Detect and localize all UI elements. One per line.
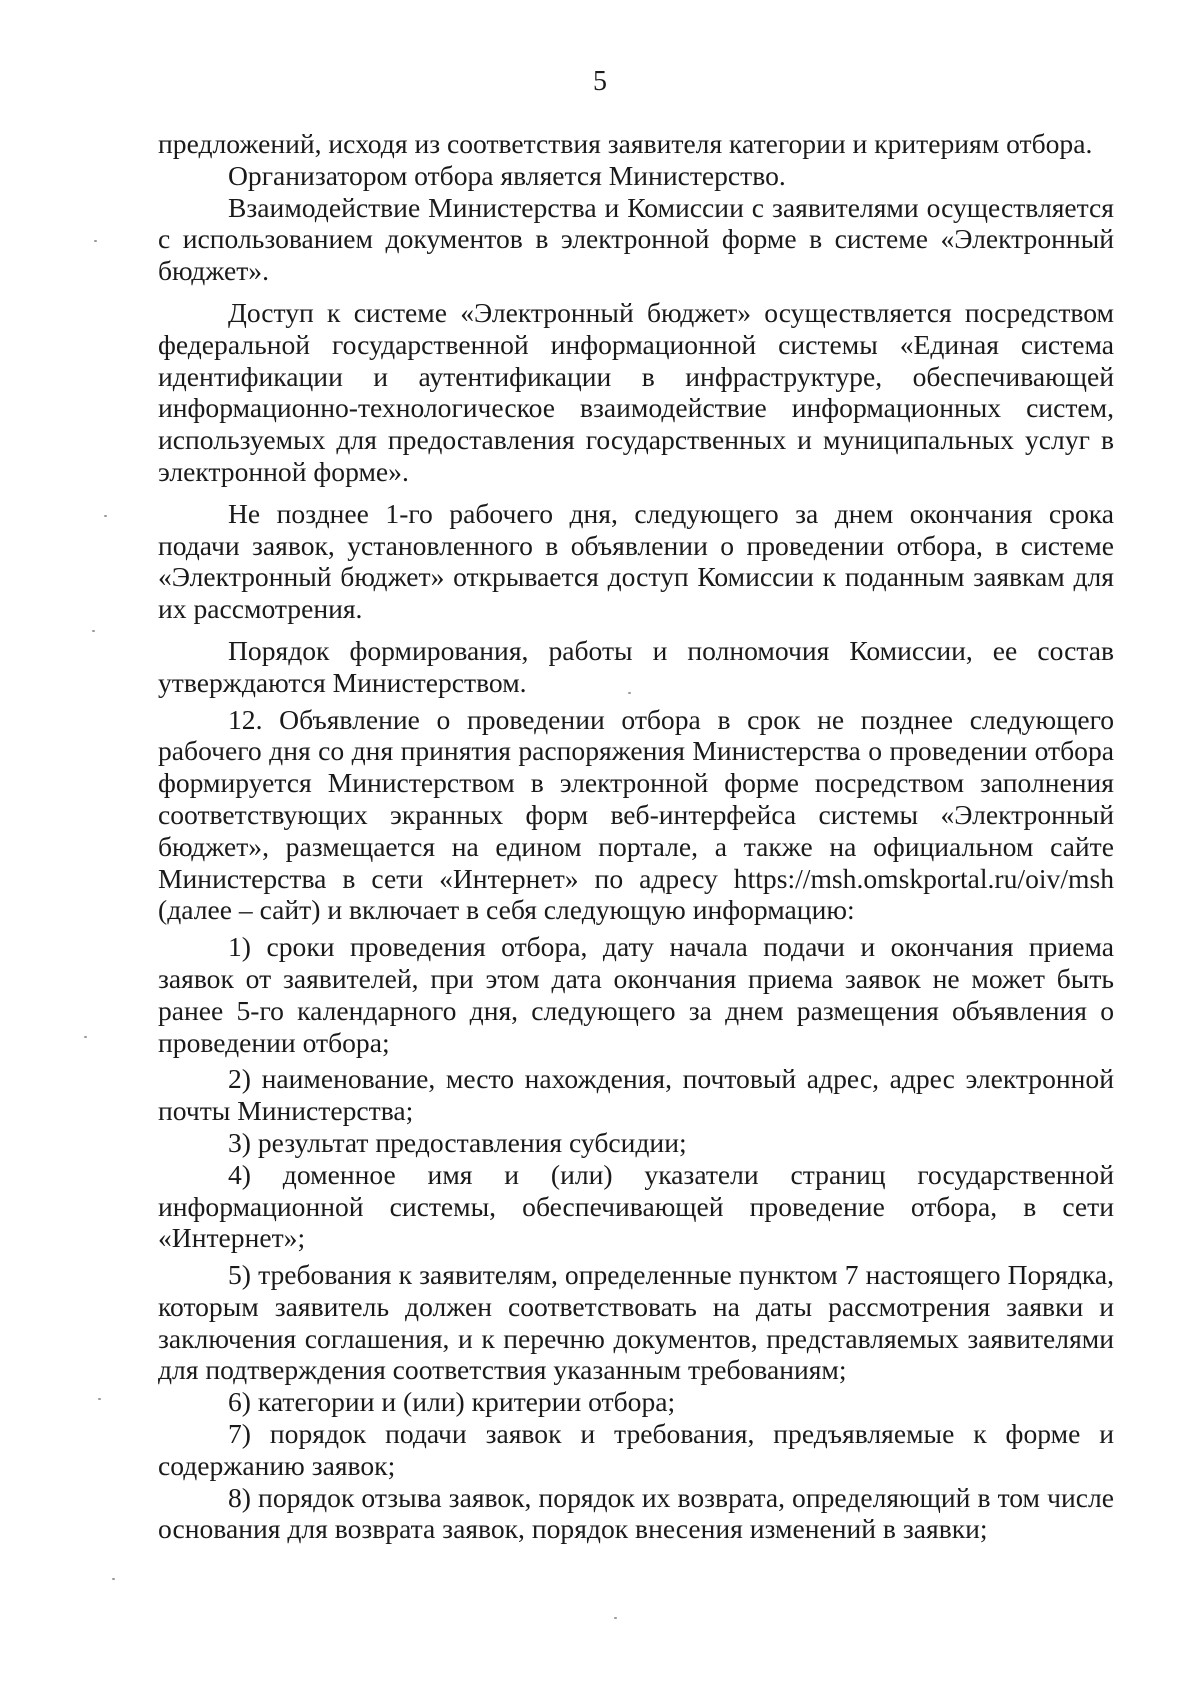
paragraph: предложений, исходя из соответствия заявителя категории и критериям отбора.: [158, 128, 1093, 159]
list-item: 5) требования к заявителям, определенные пунктом 7 настоящего Порядка, которым заявитель должен соответствовать на даты рассмотрения заявки и заключения соглашения, и к перечню документов, представляемых заявителями для подтверждения соответствия указанным требованиям;: [158, 1259, 1114, 1386]
list-item: 1) сроки проведения отбора, дату начала подачи и окончания приема заявок от заявителей, при этом дата окончания приема заявок не может быть ранее 5-го календарного дня, следующего за днем размещения объявления о проведении отбора;: [158, 931, 1114, 1058]
scan-speck: [92, 630, 95, 632]
scan-speck: [628, 692, 631, 694]
scan-speck: [112, 1578, 115, 1580]
list-item: 6) категории и (или) критерии отбора;: [228, 1386, 676, 1418]
document-body: [158, 128, 1114, 1545]
paragraph: Доступ к системе «Электронный бюджет» осуществляется посредством федеральной государственной информационной системы «Единая система идентификации и аутентификации в инфраструктуре, обеспечивающей информационно-технологическое взаимодействие информационных систем, используемых для предоставления государственных и муниципальных услуг в электронной форме».: [158, 296, 1114, 487]
paragraph: Взаимодействие Министерства и Комиссии с заявителями осуществляется с использованием документов в электронной форме в системе «Электронный бюджет».: [158, 191, 1114, 287]
paragraph: Не позднее 1-го рабочего дня, следующего за днем окончания срока подачи заявок, установленного в объявлении о проведении отбора, в системе «Электронный бюджет» открывается доступ Комиссии к поданным заявкам для их рассмотрения.: [158, 497, 1114, 625]
list-item: 4) доменное имя и (или) указатели страниц государственной информационной системы, обеспечивающей проведение отбора, в сети «Интернет»;: [158, 1158, 1114, 1254]
list-item: 3) результат предоставления субсидии;: [228, 1126, 687, 1158]
scan-speck: [614, 1617, 617, 1619]
scan-speck: [98, 1398, 101, 1400]
list-item: 8) порядок отзыва заявок, порядок их возврата, определяющий в том числе основания для возврата заявок, порядок внесения изменений в заявки;: [158, 1481, 1114, 1545]
scan-speck: [84, 1036, 87, 1038]
page-number: 5: [593, 66, 607, 97]
scan-speck: [94, 240, 97, 242]
list-item: 7) порядок подачи заявок и требования, предъявляемые к форме и содержанию заявок;: [158, 1418, 1114, 1481]
paragraph: Организатором отбора является Министерство.: [228, 159, 786, 191]
paragraph: Порядок формирования, работы и полномочия Комиссии, ее состав утверждаются Министерством.: [158, 634, 1114, 698]
paragraph: 12. Объявление о проведении отбора в срок не позднее следующего рабочего дня со дня принятия распоряжения Министерства о проведении отбора формируется Министерством в электронной форме посредством заполнения соответствующих экранных форм веб-интерфейса системы «Электронный бюджет», размещается на едином портале, а также на официальном сайте Министерства в сети «Интернет» по адресу https://msh.omskportal.ru/oiv/msh (далее – сайт) и включает в себя следующую информацию:: [158, 703, 1114, 926]
list-item: 2) наименование, место нахождения, почтовый адрес, адрес электронной почты Министерства;: [158, 1063, 1114, 1127]
scan-speck: [104, 515, 107, 517]
